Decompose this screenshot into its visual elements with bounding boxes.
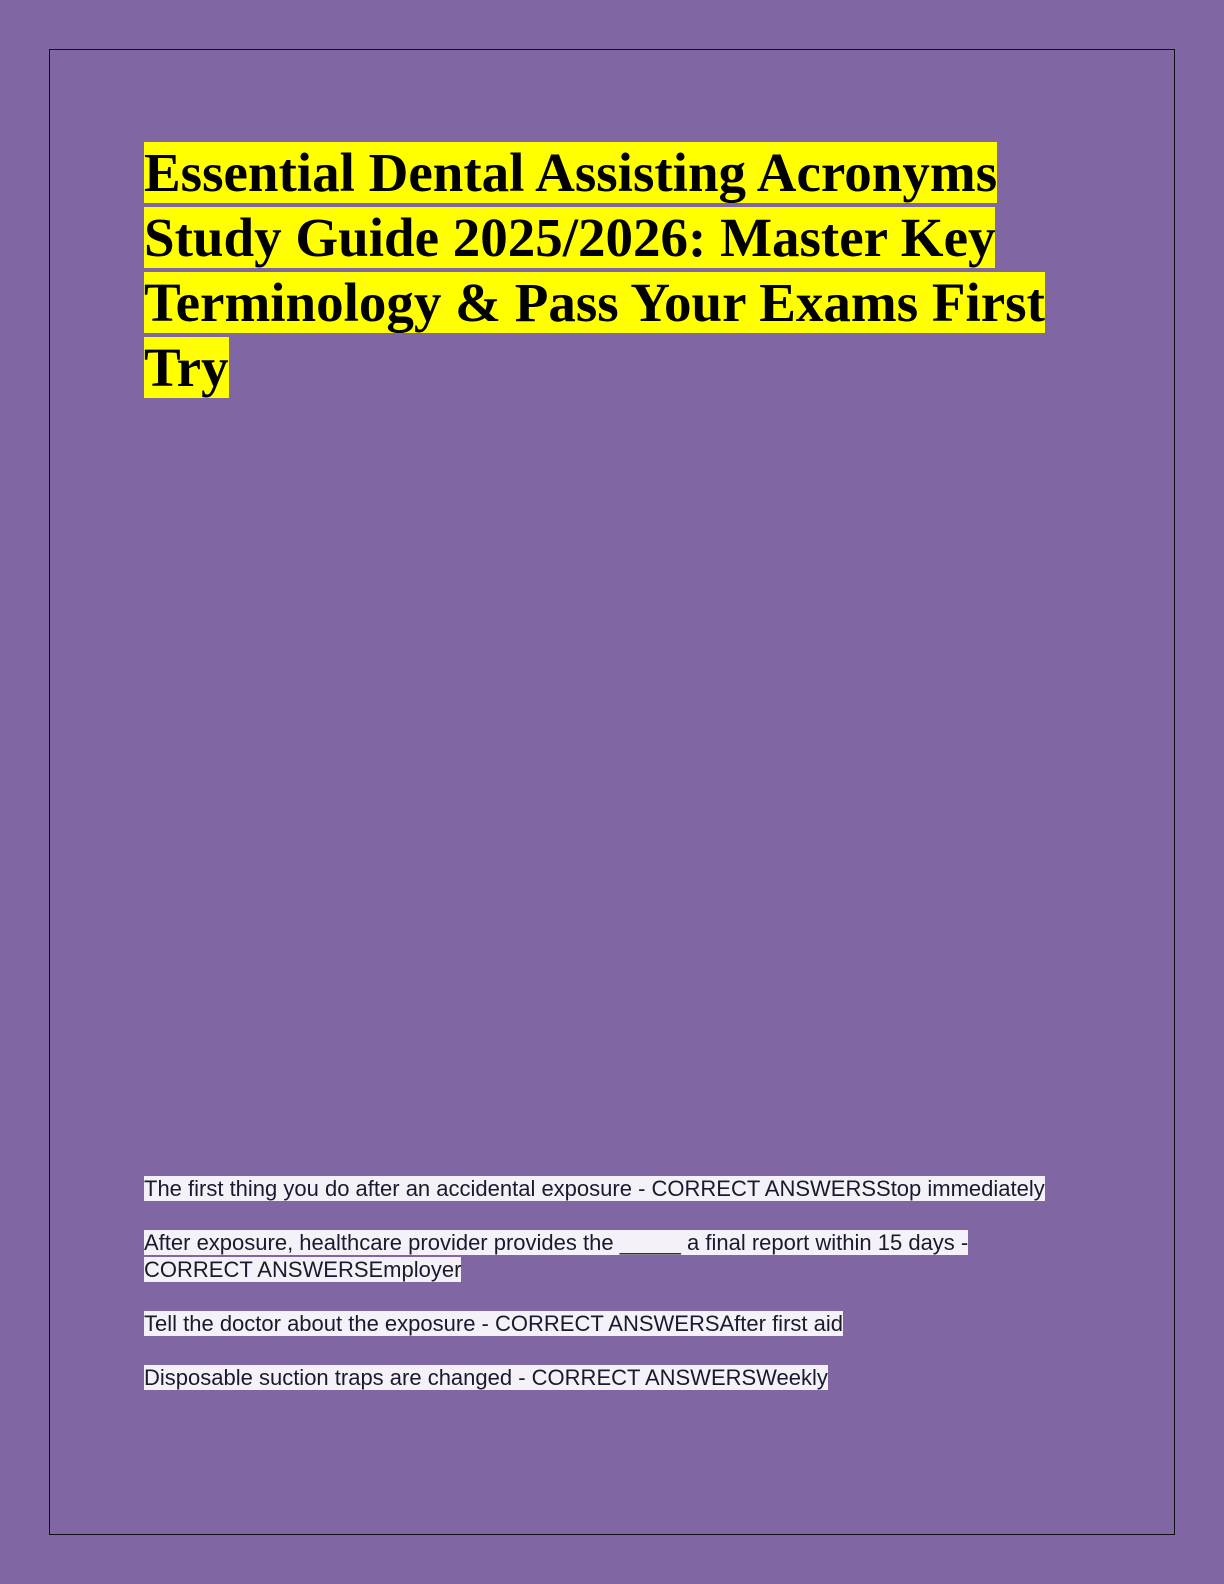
qa-item-text: After exposure, healthcare provider provides the _____ a final report within 15 days - CORRECT ANSWERSEmployer — [144, 1230, 969, 1282]
qa-list — [144, 1175, 1064, 1418]
document-title — [144, 140, 1094, 400]
qa-item — [144, 1229, 1064, 1283]
title-highlight: Essential Dental Assisting Acronyms Study Guide 2025/2026: Master Key Terminology & Pass Your Exams First Try — [144, 142, 1045, 398]
qa-item-text: The first thing you do after an accidental exposure - CORRECT ANSWERSStop immediately — [144, 1176, 1045, 1201]
qa-item — [144, 1175, 1064, 1202]
qa-item — [144, 1364, 1064, 1391]
qa-item — [144, 1310, 1064, 1337]
qa-item-text: Tell the doctor about the exposure - CORRECT ANSWERSAfter first aid — [144, 1311, 843, 1336]
qa-item-text: Disposable suction traps are changed - CORRECT ANSWERSWeekly — [144, 1365, 828, 1390]
